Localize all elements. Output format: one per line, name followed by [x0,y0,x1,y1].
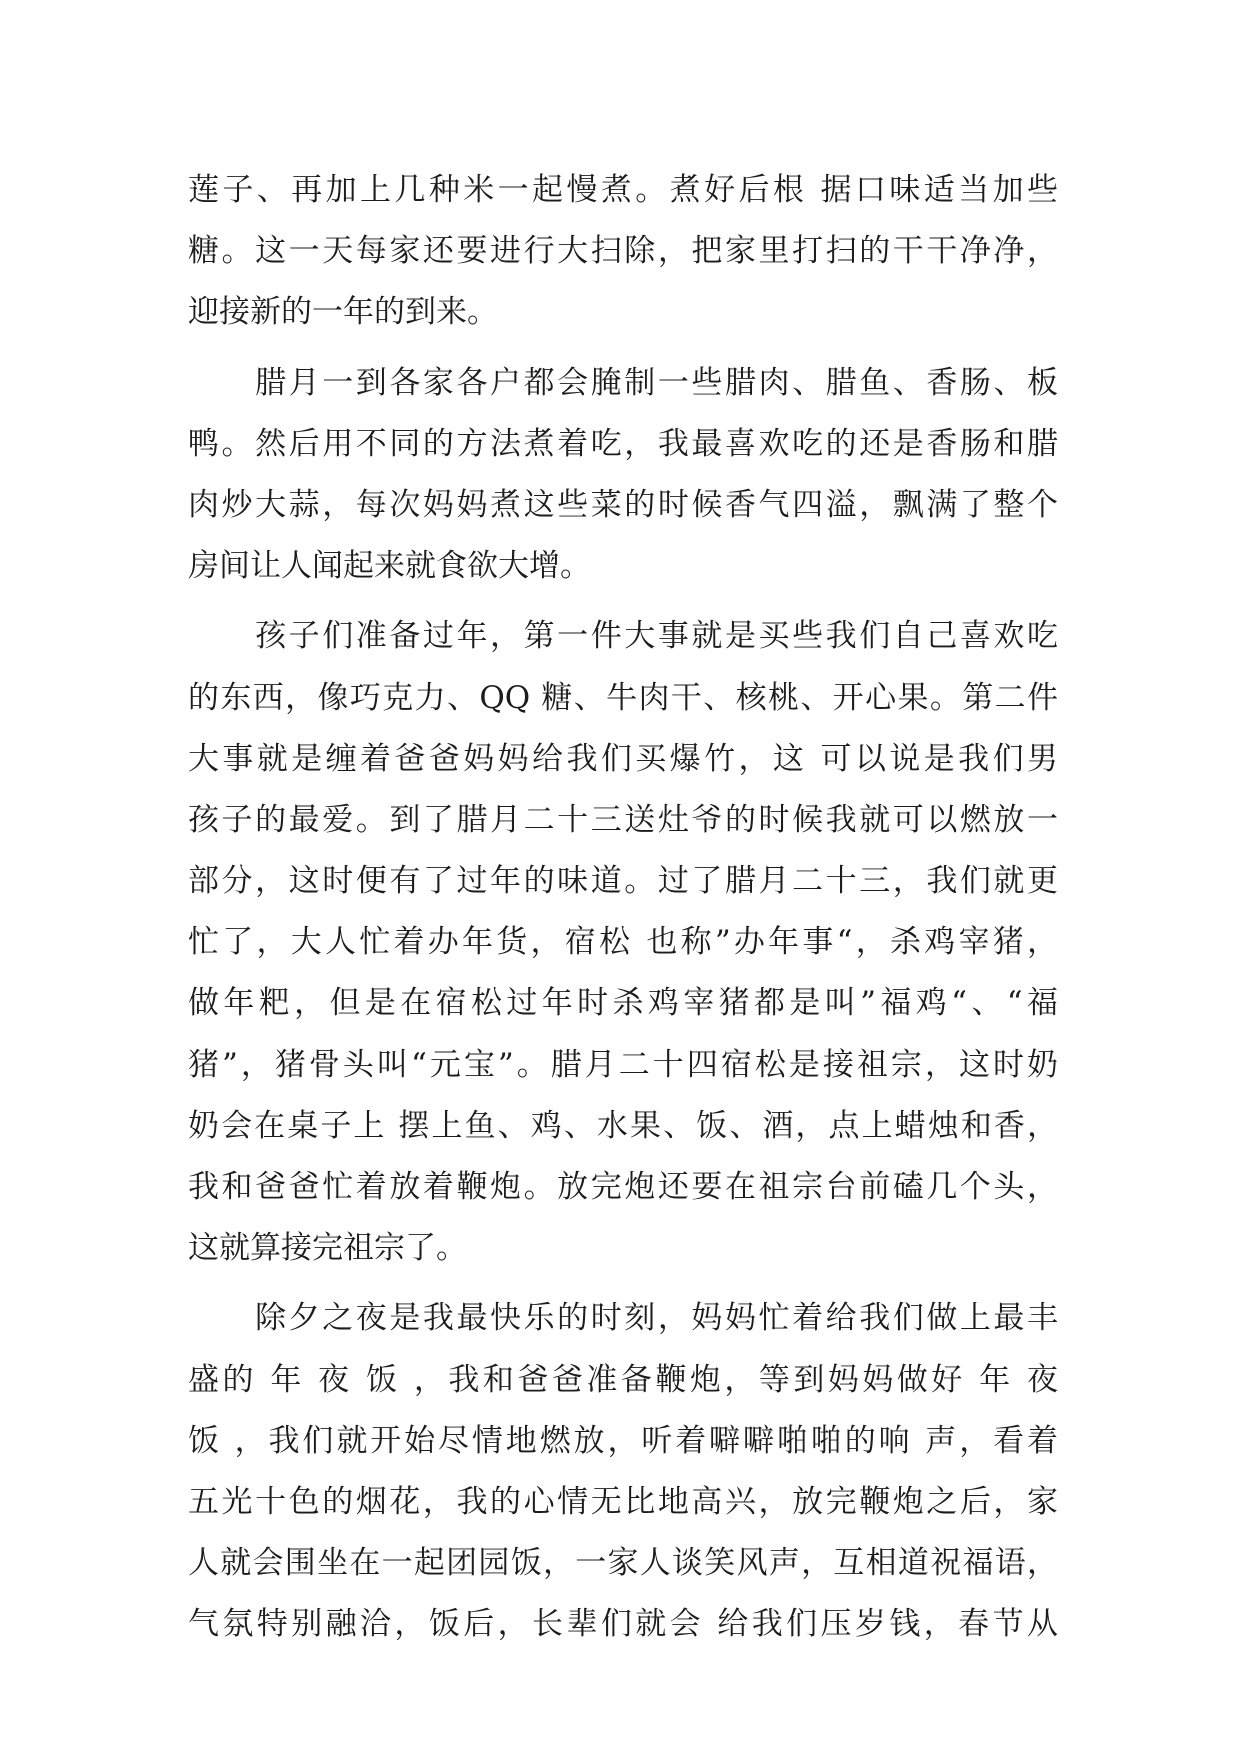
paragraph-2 [188,353,1058,598]
text-line: 鸭。然后用不同的方法煮着吃，我最喜欢吃的还是香肠和腊 [188,425,1058,462]
text-line: 做年粑，但是在宿松过年时杀鸡宰猪都是叫”福鸡“、“福 [188,985,1058,1022]
text-line: 猪”，猪骨头叫“元宝”。腊月二十四宿松是接祖宗，这时奶 [188,1046,1058,1083]
text-line: 的东西，像巧克力、QQ 糖、牛肉干、核桃、开心果。第二件 [188,679,1058,716]
paragraph-spacer [188,344,1058,353]
text-line: 这就算接完祖宗了。 [188,1230,467,1267]
paragraph-spacer [188,597,1058,606]
text-line: 五光十色的烟花，我的心情无比地高兴，放完鞭炮之后，家 [188,1483,1058,1520]
text-line: 肉炒大蒜，每次妈妈煮这些菜的时候香气四溢，飘满了整个 [188,486,1058,523]
paragraph-3 [188,606,1058,1279]
text-line: 我和爸爸忙着放着鞭炮。放完炮还要在祖宗台前磕几个头， [188,1169,1058,1205]
text-line: 人就会围坐在一起团园饭，一家人谈笑风声，互相道祝福语， [188,1545,1058,1582]
text-line: 腊月一到各家各户都会腌制一些腊肉、腊鱼、香肠、板 [188,364,1058,401]
text-line: 孩子们准备过年，第一件大事就是买些我们自己喜欢吃 [188,618,1058,655]
text-line: 奶会在桌子上 摆上鱼、鸡、水果、饭、酒，点上蜡烛和香， [188,1107,1058,1144]
text-line: 孩子的最爱。到了腊月二十三送灶爷的时候我就可以燃放一 [188,801,1058,838]
text-line: 莲子、再加上几种米一起慢煮。煮好后根 据口味适当加些 [188,172,1058,208]
text-line: 大事就是缠着爸爸妈妈给我们买爆竹，这 可以说是我们男 [188,740,1058,777]
text-line: 除夕之夜是我最快乐的时刻，妈妈忙着给我们做上最丰 [188,1300,1058,1337]
paragraph-spacer [188,1279,1058,1288]
text-line: 饭 ，我们就开始尽情地燃放，听着噼噼啪啪的响 声，看着 [188,1422,1058,1459]
text-line: 迎接新的一年的到来。 [188,294,498,331]
paragraph-1 [188,160,1058,344]
text-line: 部分，这时便有了过年的味道。过了腊月二十三，我们就更 [188,863,1058,900]
text-line: 房间让人闻起来就食欲大增。 [188,548,591,585]
text-line: 忙了，大人忙着办年货，宿松 也称”办年事“，杀鸡宰猪， [188,924,1058,961]
text-line: 气氛特别融洽，饭后，长辈们就会 给我们压岁钱，春节从 [188,1606,1058,1643]
document-body [188,160,1058,1656]
text-line: 糖。这一天每家还要进行大扫除，把家里打扫的干干净净， [188,233,1058,270]
paragraph-4 [188,1288,1058,1655]
text-line: 盛的 年 夜 饭 ，我和爸爸准备鞭炮，等到妈妈做好 年 夜 [188,1361,1058,1398]
